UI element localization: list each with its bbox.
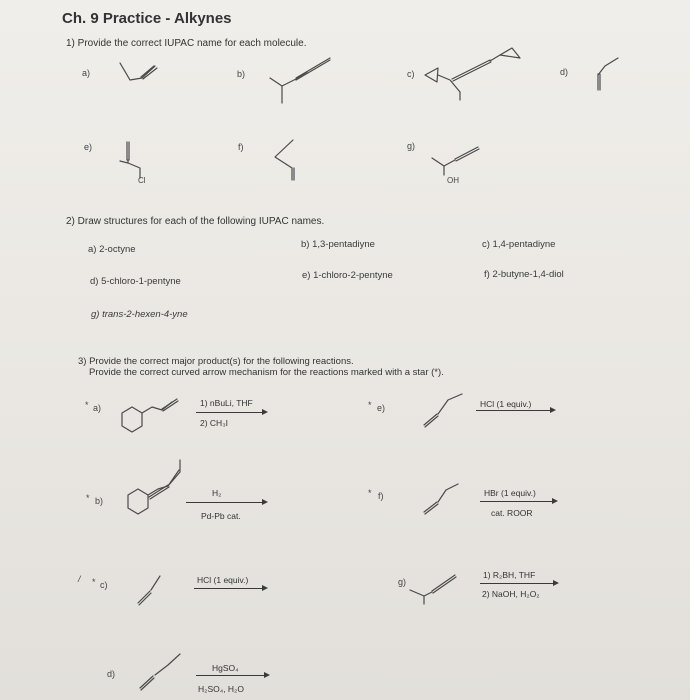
q1-label-d: d) <box>560 67 569 77</box>
q3-label-c: c) <box>100 580 108 590</box>
structure-1f <box>275 140 294 180</box>
q2-item-c: c) 1,4-pentadiyne <box>482 239 556 250</box>
reagent-g-top: 1) R₂BH, THF <box>483 570 536 580</box>
q1-label-g: g) <box>407 141 416 151</box>
q1-label-f: f) <box>238 142 244 152</box>
structure-3g <box>410 575 456 604</box>
structure-3f <box>424 484 458 514</box>
question-3-prompt-line1: 3) Provide the correct major product(s) for the following reactions. <box>78 356 354 367</box>
structure-3b <box>128 460 180 514</box>
reagent-g-bottom: 2) NaOH, H₂O₂ <box>482 589 540 599</box>
reagent-f-bottom: cat. ROOR <box>491 508 533 518</box>
q2-item-g: g) trans-2-hexen-4-yne <box>91 309 188 320</box>
hydroxyl-atom-label: OH <box>447 176 459 185</box>
q3-label-d: d) <box>107 669 116 679</box>
question-3-prompt-line2: Provide the correct curved arrow mechanism for the reactions marked with a star (*). <box>89 367 444 378</box>
reagent-e-top: HCl (1 equiv.) <box>480 399 532 409</box>
structure-1c <box>425 48 520 100</box>
q2-item-b: b) 1,3-pentadiyne <box>301 239 375 250</box>
reagent-b-top: H₂ <box>212 488 222 498</box>
structure-3e <box>424 394 462 427</box>
structure-1b <box>270 58 330 103</box>
reagent-a-top: 1) nBuLi, THF <box>200 398 253 408</box>
q3-star-b: * <box>86 493 90 503</box>
q3-star-a: * <box>85 400 89 410</box>
q3-label-e: e) <box>377 403 386 413</box>
q3-label-f: f) <box>378 491 384 501</box>
q1-label-e: e) <box>84 142 93 152</box>
structure-1e <box>120 142 140 178</box>
question-1-prompt: 1) Provide the correct IUPAC name for each molecule. <box>66 38 307 49</box>
structure-3c <box>138 576 160 605</box>
q3-label-a: a) <box>93 403 102 413</box>
reagent-f-top: HBr (1 equiv.) <box>484 488 536 498</box>
q2-item-f: f) 2-butyne-1,4-diol <box>484 269 564 280</box>
reagent-b-bottom: Pd-Pb cat. <box>201 511 241 521</box>
page-title: Ch. 9 Practice - Alkynes <box>62 10 232 27</box>
chlorine-atom-label: Cl <box>138 176 146 185</box>
structure-1d <box>598 58 618 90</box>
structure-1g <box>432 147 479 175</box>
structure-3a <box>122 399 178 432</box>
reagent-d-top: HgSO₄ <box>212 663 239 673</box>
q1-label-b: b) <box>237 69 246 79</box>
structure-1a <box>120 63 157 80</box>
question-2-prompt: 2) Draw structures for each of the following IUPAC names. <box>66 216 325 227</box>
structure-3d <box>140 654 180 690</box>
handwritten-tick: / <box>78 574 81 584</box>
q3-star-f: * <box>368 488 372 498</box>
reagent-d-bottom: H₂SO₄, H₂O <box>198 684 244 694</box>
reagent-c-top: HCl (1 equiv.) <box>197 575 249 585</box>
q3-label-b: b) <box>95 496 104 506</box>
q1-label-a: a) <box>82 68 91 78</box>
q1-label-c: c) <box>407 69 415 79</box>
reagent-a-bottom: 2) CH₃I <box>200 418 229 428</box>
q3-label-g: g) <box>398 577 407 587</box>
q3-star-e: * <box>368 400 372 410</box>
q2-item-e: e) 1-chloro-2-pentyne <box>302 270 393 281</box>
q3-star-c: * <box>92 577 96 587</box>
q2-item-d: d) 5-chloro-1-pentyne <box>90 276 181 287</box>
q2-item-a: a) 2-octyne <box>88 244 136 255</box>
